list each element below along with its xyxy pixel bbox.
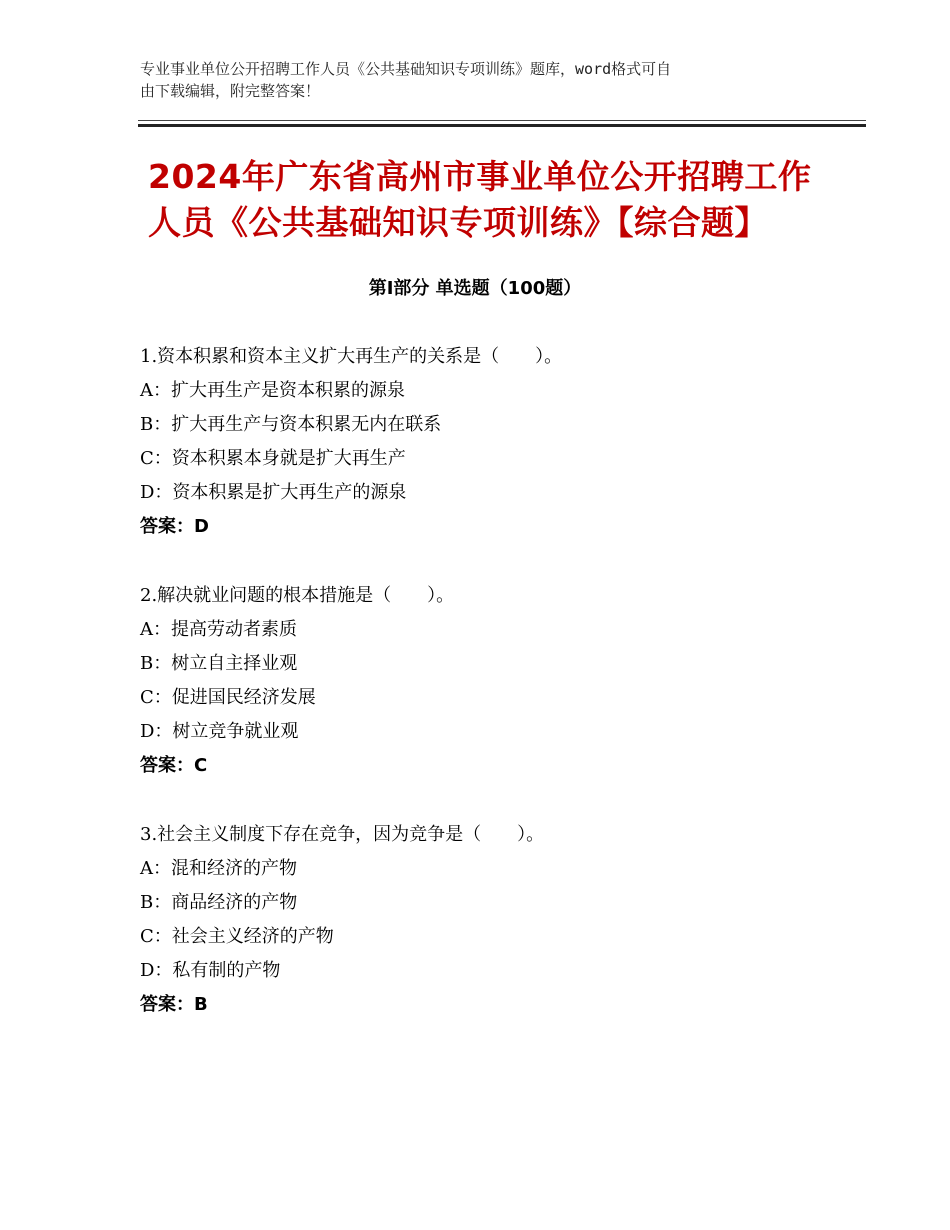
header-note-line2: 由下载编辑，附完整答案！ [140, 82, 321, 100]
option-c: C：促进国民经济发展 [140, 687, 316, 708]
header-divider-thick [138, 124, 866, 127]
header-note [140, 58, 830, 102]
question-2 [140, 579, 840, 783]
header-divider-thin [138, 120, 866, 121]
question-text: 2.解决就业问题的根本措施是（ ）。 [140, 585, 455, 606]
option-b: B：树立自主择业观 [140, 653, 298, 674]
option-b: B：扩大再生产与资本积累无内在联系 [140, 414, 442, 435]
answer: 答案：B [140, 994, 208, 1015]
option-b: B：商品经济的产物 [140, 892, 298, 913]
section-title: 第Ⅰ部分 单选题（100题） [368, 278, 582, 299]
answer: 答案：D [140, 516, 209, 537]
answer: 答案：C [140, 755, 208, 776]
title-line2: 人员《公共基础知识专项训练》【综合题】 [148, 203, 768, 242]
question-text: 1.资本积累和资本主义扩大再生产的关系是（ ）。 [140, 346, 563, 367]
option-c: C：社会主义经济的产物 [140, 926, 334, 947]
option-d: D：资本积累是扩大再生产的源泉 [140, 482, 407, 503]
option-a: A：混和经济的产物 [140, 858, 297, 879]
document-title [148, 154, 848, 246]
option-d: D：树立竞争就业观 [140, 721, 299, 742]
header-note-line1: 专业事业单位公开招聘工作人员《公共基础知识专项训练》题库，word格式可自 [140, 60, 672, 78]
question-text: 3.社会主义制度下存在竞争，因为竞争是（ ）。 [140, 824, 545, 845]
option-c: C：资本积累本身就是扩大再生产 [140, 448, 406, 469]
option-d: D：私有制的产物 [140, 960, 281, 981]
title-line1: 2024年广东省高州市事业单位公开招聘工作 [148, 157, 812, 196]
question-3 [140, 818, 840, 1022]
question-1 [140, 340, 840, 544]
option-a: A：提高劳动者素质 [140, 619, 297, 640]
option-a: A：扩大再生产是资本积累的源泉 [140, 380, 405, 401]
